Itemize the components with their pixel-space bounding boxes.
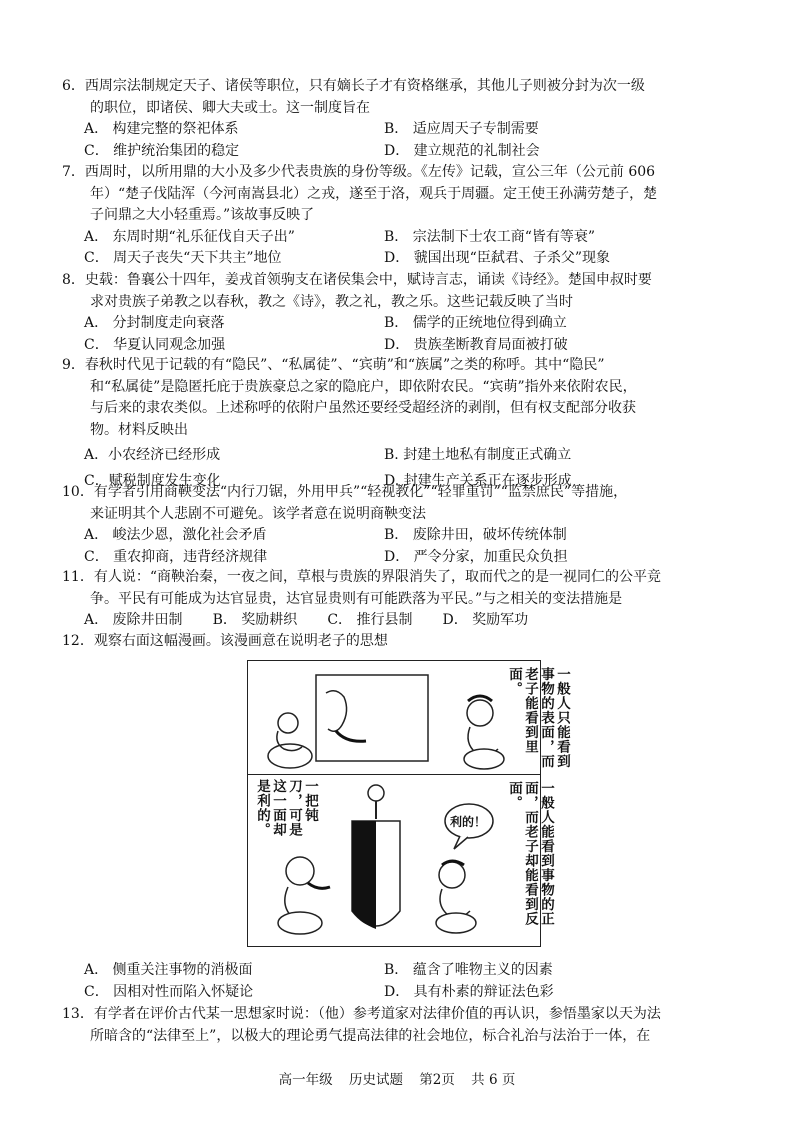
footer-subject: 历史试题 [348, 1072, 403, 1088]
question-text: 争。平民有可能成为达官显贵，达官显贵则有可能跌落为平民。”与之相关的变法措施是 [90, 590, 623, 607]
option-d: D． 奖励军功 [442, 612, 529, 628]
option-a: A． 峻法少恩，激化社会矛盾 [84, 527, 267, 543]
question-text: 史载：鲁襄公十四年，姜戎首领驹支在诸侯集会中，赋诗言志，诵读《诗经》。楚国申叔时要 [84, 272, 652, 288]
option-b: B． 蕴含了唯物主义的因素 [384, 962, 553, 978]
option-d: D． 具有朴素的辩证法色彩 [384, 983, 554, 1000]
question-text: 来证明其个人悲剧不可避免。该学者意在说明商鞅变法 [90, 505, 426, 522]
laozi-cartoon [247, 660, 570, 947]
panel-divider [248, 774, 540, 775]
option-a: A． 东周时期“礼乐征伐自天子出” [84, 228, 295, 245]
question-text: 所暗含的“法律至上”，以极大的理论勇气提高法律的社会地位，标合礼治与法治于一体，在 [90, 1027, 651, 1044]
question-text: 与后来的隶农类似。上述称呼的依附户虽然还要经受超经济的剥削，但有权支配部分收获 [90, 400, 636, 416]
option-a: A． 分封制度走向衰落 [84, 315, 225, 331]
question-number: 13． [62, 1006, 94, 1022]
speech-bubble-text: 利的！ [450, 815, 487, 829]
question-10 [62, 482, 742, 568]
question-6 [62, 76, 742, 162]
question-number: 12． [62, 633, 94, 649]
footer-total: 共 6 页 [471, 1072, 516, 1088]
question-8 [62, 270, 742, 356]
question-text: 有学者在评价古代某一思想家时说：（他）参考道家对法律价值的再认识，参悟墨家以天为法 [93, 1006, 661, 1022]
question-number: 9． [62, 357, 85, 373]
footer-grade: 高一年级 [278, 1072, 333, 1088]
option-c: C． 因相对性而陷入怀疑论 [84, 983, 254, 1000]
question-12-options [62, 960, 742, 1003]
question-number: 8． [62, 272, 85, 288]
question-text: 子问鼎之大小轻重焉。”该故事反映了 [90, 207, 315, 223]
page-footer [0, 1068, 794, 1088]
question-text: 有人说：“商鞅治秦，一夜之间，草根与贵族的界限消失了，取而代之的是一视同仁的公平竞 [93, 569, 661, 585]
caption-bottom-left: 一把钝刀，可是这一面却是利的。 [254, 779, 318, 837]
footer-page: 第2页 [419, 1072, 455, 1088]
question-text: 观察右面这幅漫画。该漫画意在说明老子的思想 [93, 633, 388, 649]
question-11 [62, 567, 742, 632]
option-a: A．小农经济已经形成 [84, 447, 221, 463]
option-c: C．赋税制度发生变化 [84, 472, 221, 489]
option-a: A． 构建完整的祭祀体系 [84, 121, 239, 137]
question-text: 的职位，即诸侯、卿大夫或士。这一制度旨在 [90, 99, 370, 116]
question-text: 有学者引用商鞅变法“内行刀锯，外用甲兵”“轻视教化”“轻罪重罚”“监禁庶民”等措施， [93, 484, 628, 500]
option-b: B． 奖励耕织 [212, 612, 298, 628]
question-number: 11． [62, 569, 94, 585]
question-number: 10． [62, 484, 94, 500]
option-c: C． 华夏认同观念加强 [84, 336, 226, 353]
question-text: 春秋时代见于记载的有“隐民”、“私属徒”、“宾萌”和“族属”之类的称呼。其中“隐民” [84, 357, 605, 373]
question-13 [62, 1004, 742, 1047]
caption-top-right: 一般人只能看到事物的表面，而老子能看到里面。 [506, 667, 570, 769]
caption-bottom-right: 一般人能看到事物的正面，而老子却能看到反面。 [506, 781, 554, 926]
question-text: 西周宗法制规定天子、诸侯等职位，只有嫡长子才有资格继承，其他儿子则被分封为次一级 [84, 78, 645, 94]
option-c: C． 推行县制 [327, 612, 413, 628]
question-12 [62, 631, 742, 653]
option-d: D． 建立规范的礼制社会 [384, 142, 540, 159]
option-c: C． 重农抑商，违背经济规律 [84, 548, 268, 565]
option-b: B． 适应周天子专制需要 [384, 121, 539, 137]
option-a: A． 侧重关注事物的消极面 [84, 962, 253, 978]
question-7 [62, 162, 742, 270]
option-c: C． 周天子丧失“天下共主”地位 [84, 250, 282, 266]
option-b: B． 宗法制下士农工商“皆有等衰” [384, 228, 596, 245]
option-d: D． 贵族垄断教育局面被打破 [384, 336, 568, 353]
option-b: B． 儒学的正统地位得到确立 [384, 315, 567, 331]
question-number: 7． [62, 164, 85, 180]
option-d: D． 虢国出现“臣弑君、子杀父”现象 [384, 250, 610, 266]
option-c: C． 维护统治集团的稳定 [84, 142, 240, 159]
question-text: 和“私属徒”是隐匿托庇于贵族豪总之家的隐庇户，即依附农民。“宾萌”指外来依附农民， [90, 378, 637, 395]
option-d: D． 严令分家，加重民众负担 [384, 548, 568, 565]
question-text: 西周时，以所用鼎的大小及多少代表贵族的身份等级。《左传》记载，宣公三年（公元前 606 [84, 164, 656, 180]
question-9 [62, 355, 742, 492]
question-text: 物。材料反映出 [90, 421, 188, 438]
question-number: 6． [62, 78, 85, 94]
option-a: A． 废除井田制 [84, 612, 183, 628]
option-d: D. 封建生产关系正在逐步形成 [384, 472, 572, 489]
option-b: B． 废除井田，破坏传统体制 [384, 527, 567, 543]
question-text: 年）“楚子伐陆浑（今河南嵩县北）之戎，遂至于洛，观兵于周疆。定王使王孙满劳楚子，楚 [90, 185, 658, 202]
question-text: 求对贵族子弟教之以春秋，教之《诗》，教之礼，教之乐。这些记载反映了当时 [90, 293, 573, 310]
option-b: B. 封建土地私有制度正式确立 [384, 447, 572, 463]
